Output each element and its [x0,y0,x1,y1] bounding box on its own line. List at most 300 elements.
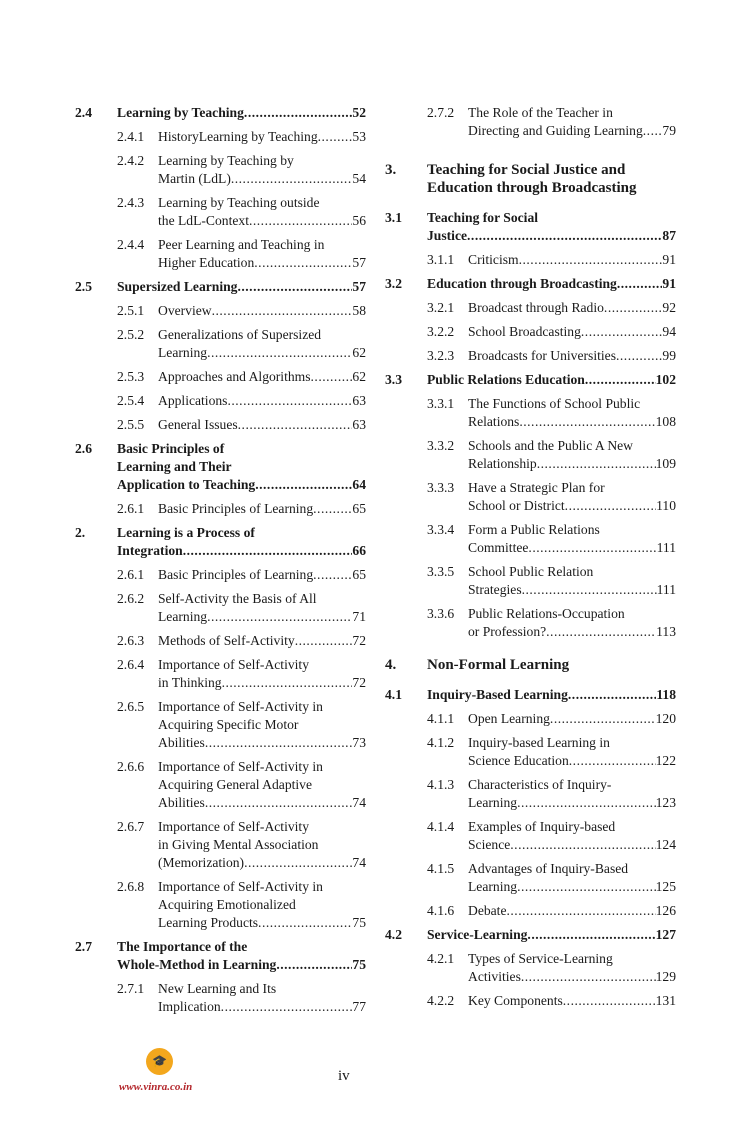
toc-subentry[interactable] [75,980,366,1016]
dot-leader [313,500,352,518]
toc-page-number[interactable]: 94 [662,324,676,339]
dot-leader [537,455,656,473]
publisher-website[interactable]: www.vinra.co.in [119,1081,193,1093]
toc-subentry[interactable] [385,479,676,515]
toc-page-number[interactable]: 72 [352,675,366,690]
toc-title [427,926,676,944]
toc-page-number[interactable]: 127 [655,927,676,942]
toc-title-text: Abilities [158,735,205,750]
toc-title-text: Directing and Guiding Learning [468,123,643,138]
toc-title [427,371,676,389]
toc-title-text: Types of Service-Learning [468,951,613,966]
toc-title-text: Learning and Their [117,459,232,474]
toc-title-line-with-page [427,926,676,944]
toc-title-text: Learning Products [158,915,259,930]
toc-title-line-with-page [468,539,676,557]
dot-leader [517,878,656,896]
toc-page-number[interactable]: 63 [352,417,366,432]
toc-title [468,605,676,641]
dot-leader [244,854,352,872]
dot-leader [227,392,352,410]
toc-number: 2.5.1 [117,303,145,318]
dot-leader [519,413,655,431]
toc-title [158,632,366,650]
toc-title-text: Education through Broadcasting [427,180,637,196]
toc-number: 4.1.2 [427,735,455,750]
toc-number: 3.2.2 [427,324,455,339]
toc-title-text: Broadcast through Radio [468,300,604,315]
toc-subentry[interactable] [75,194,366,230]
toc-number: 2.6.8 [117,879,145,894]
toc-title-text: Methods of Self-Activity [158,633,295,648]
toc-subentry[interactable] [385,605,676,641]
toc-title [427,275,676,293]
dot-leader [258,914,352,932]
toc-number: 4.2.1 [427,951,455,966]
dot-leader [255,476,352,494]
toc-page-number[interactable]: 102 [655,372,676,387]
toc-title [468,950,676,986]
toc-title-text: Science Education [468,753,569,768]
toc-title-text: Characteristics of Inquiry- [468,777,612,792]
toc-title-text: School Broadcasting [468,324,581,339]
toc-title-text: Broadcasts for Universities [468,348,616,363]
toc-title-text: the LdL-Context [158,213,249,228]
toc-section[interactable] [385,209,676,245]
toc-title-text: in Giving Mental Association [158,837,319,852]
toc-title [158,416,366,434]
toc-title-text: Generalizations of Supersized [158,327,322,342]
toc-chapter[interactable] [385,656,676,674]
toc-number: 2.7.1 [117,981,145,996]
toc-title-text: Learning [468,795,518,810]
toc-number: 2.4 [75,105,92,120]
toc-title-line-with-page [468,836,676,854]
toc-subentry[interactable] [385,818,676,854]
toc-title-line-with-page [158,254,366,272]
toc-page-number[interactable]: 72 [352,633,366,648]
toc-page-number[interactable]: 75 [352,915,366,930]
dot-leader [205,734,353,752]
toc-title-text: Public Relations-Occupation [468,606,625,621]
toc-title [158,152,366,188]
toc-title-text: Basic Principles of Learning [158,501,314,516]
toc-page-number[interactable]: 62 [352,345,366,360]
dot-leader [546,623,656,641]
toc-subentry[interactable] [75,302,366,320]
toc-number: 3.3.2 [427,438,455,453]
toc-title-text: Abilities [158,795,205,810]
toc-title-text: Debate [468,903,507,918]
toc-title [117,524,366,560]
toc-title-line-with-page [158,914,366,932]
dot-leader [183,542,353,560]
dot-leader [313,566,352,584]
toc-page-number[interactable]: 64 [352,477,366,492]
toc-title-text: Acquiring Emotionalized [158,897,296,912]
toc-title [427,161,676,197]
toc-subentry[interactable] [75,500,366,518]
toc-subentry[interactable] [75,416,366,434]
toc-title-line-with-page [158,998,366,1016]
dot-leader [527,926,655,944]
dot-leader [507,902,656,920]
toc-subentry[interactable] [75,632,366,650]
toc-subentry[interactable] [385,710,676,728]
toc-title-text: General Issues [158,417,238,432]
toc-title-line-with-page [468,497,676,515]
toc-title-text: Teaching for Social Justice and [427,162,626,178]
toc-subentry[interactable] [385,347,676,365]
toc-title-text: Relationship [468,456,537,471]
toc-title-line-with-page [158,416,366,434]
toc-subentry[interactable] [385,437,676,473]
toc-page-number[interactable]: 113 [656,624,676,639]
dot-leader [238,416,353,434]
toc-title-line-with-page [468,413,676,431]
toc-title-text: Overview [158,303,212,318]
toc-page-number[interactable]: 131 [655,993,676,1008]
toc-title-text: Learning [158,345,208,360]
toc-number: 3.3.1 [427,396,455,411]
toc-title [158,368,366,386]
toc-title-line-with-page [117,476,366,494]
toc-title-line-with-page [468,122,676,140]
toc-subentry[interactable] [75,236,366,272]
dot-leader [467,227,662,245]
toc-title [117,278,366,296]
toc-title-text: The Functions of School Public [468,396,641,411]
toc-number: 2.6.3 [117,633,145,648]
toc-title [117,938,366,974]
dot-leader [222,674,353,692]
toc-section[interactable] [385,275,676,293]
toc-page-number[interactable]: 57 [352,255,366,270]
toc-title-line-with-page [468,581,676,599]
toc-title-line-with-page [158,302,366,320]
toc-page-number[interactable]: 52 [352,105,366,120]
toc-title [158,566,366,584]
toc-title [468,992,676,1010]
dot-leader [212,302,353,320]
dot-leader [510,836,655,854]
toc-title [158,194,366,230]
toc-title-line-with-page [158,608,366,626]
toc-subentry[interactable] [385,395,676,431]
toc-page-number[interactable]: 118 [656,687,676,702]
toc-page-number[interactable]: 75 [352,957,366,972]
toc-title-text: Criticism [468,252,519,267]
toc-page-number[interactable]: 65 [352,567,366,582]
toc-subentry[interactable] [75,152,366,188]
dot-leader [249,212,352,230]
toc-subentry[interactable] [75,656,366,692]
toc-number: 2.6.2 [117,591,145,606]
toc-title-text: (Memorization) [158,855,245,870]
toc-subentry[interactable] [385,104,676,140]
toc-page-number[interactable]: 77 [352,999,366,1014]
toc-subentry[interactable] [385,734,676,770]
toc-subentry[interactable] [75,326,366,362]
toc-title-text: Justice [427,228,468,243]
toc-title-text: Open Learning [468,711,550,726]
toc-title-text: Activities [468,969,521,984]
toc-number: 4.1.3 [427,777,455,792]
toc-number: 2.4.3 [117,195,145,210]
toc-page-number[interactable]: 120 [655,711,676,726]
toc-title-text: Importance of Self-Activity in [158,699,323,714]
toc-subentry[interactable] [385,902,676,920]
toc-title [468,299,676,317]
toc-section[interactable] [75,278,366,296]
toc-page-number[interactable]: 109 [655,456,676,471]
toc-title-text: in Thinking [158,675,222,690]
toc-title-text: Implication [158,999,221,1014]
toc-title-text: Education through Broadcasting [427,276,617,291]
dot-leader [585,371,656,389]
toc-title-text: Importance of Self-Activity in [158,759,323,774]
toc-title-line-with-page [468,251,676,269]
toc-title [468,710,676,728]
toc-number: 2.7.2 [427,105,455,120]
toc-title-line-with-page [158,128,366,146]
dot-leader [276,956,352,974]
toc-title [468,521,676,557]
dot-leader [569,752,656,770]
toc-subentry[interactable] [385,992,676,1010]
toc-subentry[interactable] [385,860,676,896]
toc-number: 2.6.5 [117,699,145,714]
toc-title-line-with-page [468,794,676,812]
toc-number: 2.5 [75,279,92,294]
toc-page-number[interactable]: 91 [662,276,676,291]
toc-page-number[interactable]: 108 [655,414,676,429]
toc-page-number[interactable]: 92 [662,300,676,315]
toc-section[interactable] [75,440,366,494]
toc-page-number[interactable]: 123 [655,795,676,810]
toc-subentry[interactable] [385,563,676,599]
dot-leader [318,128,353,146]
toc-page-number[interactable]: 62 [352,369,366,384]
toc-title-line-with-page [158,500,366,518]
toc-title [158,980,366,1016]
toc-chapter[interactable] [385,161,676,197]
toc-title-text: School or District [468,498,565,513]
toc-page-number[interactable]: 99 [662,348,676,363]
toc-title-line-with-page [468,968,676,986]
toc-title [468,734,676,770]
toc-title [468,395,676,431]
toc-subentry[interactable] [75,878,366,932]
toc-number: 3.2.3 [427,348,455,363]
toc-subentry[interactable] [385,776,676,812]
toc-title-line-with-page [427,227,676,245]
toc-section[interactable] [385,686,676,704]
toc-page-number[interactable]: 57 [352,279,366,294]
toc-title-text: Basic Principles of Learning [158,567,314,582]
toc-number: 2.4.4 [117,237,145,252]
toc-title [158,878,366,932]
dot-leader [568,686,656,704]
toc-title-text: Whole-Method in Learning [117,957,277,972]
toc-subentry[interactable] [385,521,676,557]
toc-page-number[interactable]: 73 [352,735,366,750]
toc-title-text: Service-Learning [427,927,528,942]
toc-subentry[interactable] [385,323,676,341]
dot-leader [563,992,656,1010]
toc-title-text: Importance of Self-Activity [158,657,309,672]
toc-page-number[interactable]: 74 [352,795,366,810]
toc-number: 2.6.4 [117,657,145,672]
toc-title [158,236,366,272]
toc-title-line-with-page [468,752,676,770]
toc-subentry[interactable] [75,566,366,584]
toc-number: 2.7 [75,939,92,954]
dot-leader [550,710,656,728]
toc-title-text: HistoryLearning by Teaching [158,129,318,144]
toc-title-text: Learning by Teaching by [158,153,294,168]
toc-page-number[interactable]: 111 [656,582,676,597]
toc-page-number[interactable]: 58 [352,303,366,318]
toc-number: 4.1.1 [427,711,455,726]
toc-title-line-with-page [117,956,366,974]
toc-number: 4.1 [385,687,402,702]
toc-right-column [385,104,676,1016]
toc-page-number[interactable]: 63 [352,393,366,408]
toc-title-text: New Learning and Its [158,981,277,996]
dot-leader [565,497,656,515]
page-number: iv [338,1068,350,1084]
toc-title [468,251,676,269]
toc-number: 3.3.6 [427,606,455,621]
toc-number: 4. [385,657,397,673]
toc-title-text: Inquiry-based Learning in [468,735,610,750]
toc-page-number[interactable]: 65 [352,501,366,516]
dot-leader [254,254,352,272]
dot-leader [244,104,352,122]
toc-title-text: Form a Public Relations [468,522,600,537]
toc-title-text: Importance of Self-Activity [158,819,309,834]
toc-subentry[interactable] [75,698,366,752]
toc-page-number[interactable]: 74 [352,855,366,870]
toc-number: 2.5.5 [117,417,145,432]
toc-number: 4.2 [385,927,402,942]
toc-page-number[interactable]: 125 [655,879,676,894]
toc-subentry[interactable] [75,818,366,872]
toc-title-line-with-page [468,878,676,896]
toc-title-text: Key Components [468,993,563,1008]
toc-section[interactable] [75,104,366,122]
toc-number: 3.1.1 [427,252,455,267]
toc-title-line-with-page [158,566,366,584]
toc-title [468,860,676,896]
toc-title-line-with-page [158,368,366,386]
toc-title [158,818,366,872]
toc-title-text: Learning [468,879,518,894]
toc-number: 3.3 [385,372,402,387]
toc-page-number[interactable]: 79 [662,123,676,138]
toc-title-line-with-page [158,392,366,410]
toc-title [427,686,676,704]
dot-leader [311,368,353,386]
toc-number: 3.3.5 [427,564,455,579]
toc-page-number[interactable]: 129 [655,969,676,984]
toc-title-text: Integration [117,543,183,558]
toc-title [468,347,676,365]
toc-title-text: Learning is a Process of [117,525,255,540]
toc-subentry[interactable] [385,251,676,269]
toc-title-line-with-page [468,623,676,641]
toc-subentry[interactable] [75,392,366,410]
toc-title [468,104,676,140]
toc-title-text: Schools and the Public A New [468,438,634,453]
toc-title-line-with-page [468,710,676,728]
toc-page-number[interactable]: 53 [352,129,366,144]
toc-subentry[interactable] [385,950,676,986]
toc-subentry[interactable] [385,299,676,317]
toc-subentry[interactable] [75,758,366,812]
toc-title-text: Committee [468,540,529,555]
toc-section[interactable] [75,524,366,560]
toc-number: 3.3.3 [427,480,455,495]
toc-page-number[interactable]: 54 [352,171,366,186]
dot-leader [207,608,352,626]
toc-section[interactable] [385,926,676,944]
toc-title-line-with-page [427,371,676,389]
toc-title [158,590,366,626]
toc-title-text: The Role of the Teacher in [468,105,613,120]
toc-title [468,776,676,812]
toc-title-text: Have a Strategic Plan for [468,480,605,495]
toc-page-number[interactable]: 124 [655,837,676,852]
toc-title [158,392,366,410]
toc-page-number[interactable]: 122 [655,753,676,768]
toc-title [468,479,676,515]
toc-section[interactable] [385,371,676,389]
toc-title [468,818,676,854]
toc-section[interactable] [75,938,366,974]
toc-page-number[interactable]: 110 [656,498,676,513]
toc-number: 2.4.2 [117,153,145,168]
toc-page-number[interactable]: 66 [352,543,366,558]
toc-title-text: Acquiring Specific Motor [158,717,299,732]
toc-title-line-with-page [158,854,366,872]
toc-number: 4.2.2 [427,993,455,1008]
toc-title-text: Martin (LdL) [158,171,231,186]
toc-subentry[interactable] [75,128,366,146]
toc-number: 3. [385,162,397,178]
dot-leader [522,581,657,599]
toc-title [158,698,366,752]
toc-page-number[interactable]: 56 [352,213,366,228]
toc-subentry[interactable] [75,590,366,626]
toc-title-line-with-page [158,632,366,650]
toc-title-line-with-page [468,455,676,473]
dot-leader [231,170,353,188]
toc-number: 4.1.4 [427,819,455,834]
dot-leader [295,632,353,650]
toc-page-number[interactable]: 111 [656,540,676,555]
dot-leader [616,347,662,365]
toc-title-text: or Profession? [468,624,547,639]
toc-subentry[interactable] [75,368,366,386]
toc-page-number[interactable]: 87 [662,228,676,243]
toc-page-number[interactable]: 71 [352,609,366,624]
toc-title-text: Strategies [468,582,522,597]
toc-page-number[interactable]: 91 [662,252,676,267]
toc-title [468,437,676,473]
toc-page-number[interactable]: 126 [655,903,676,918]
